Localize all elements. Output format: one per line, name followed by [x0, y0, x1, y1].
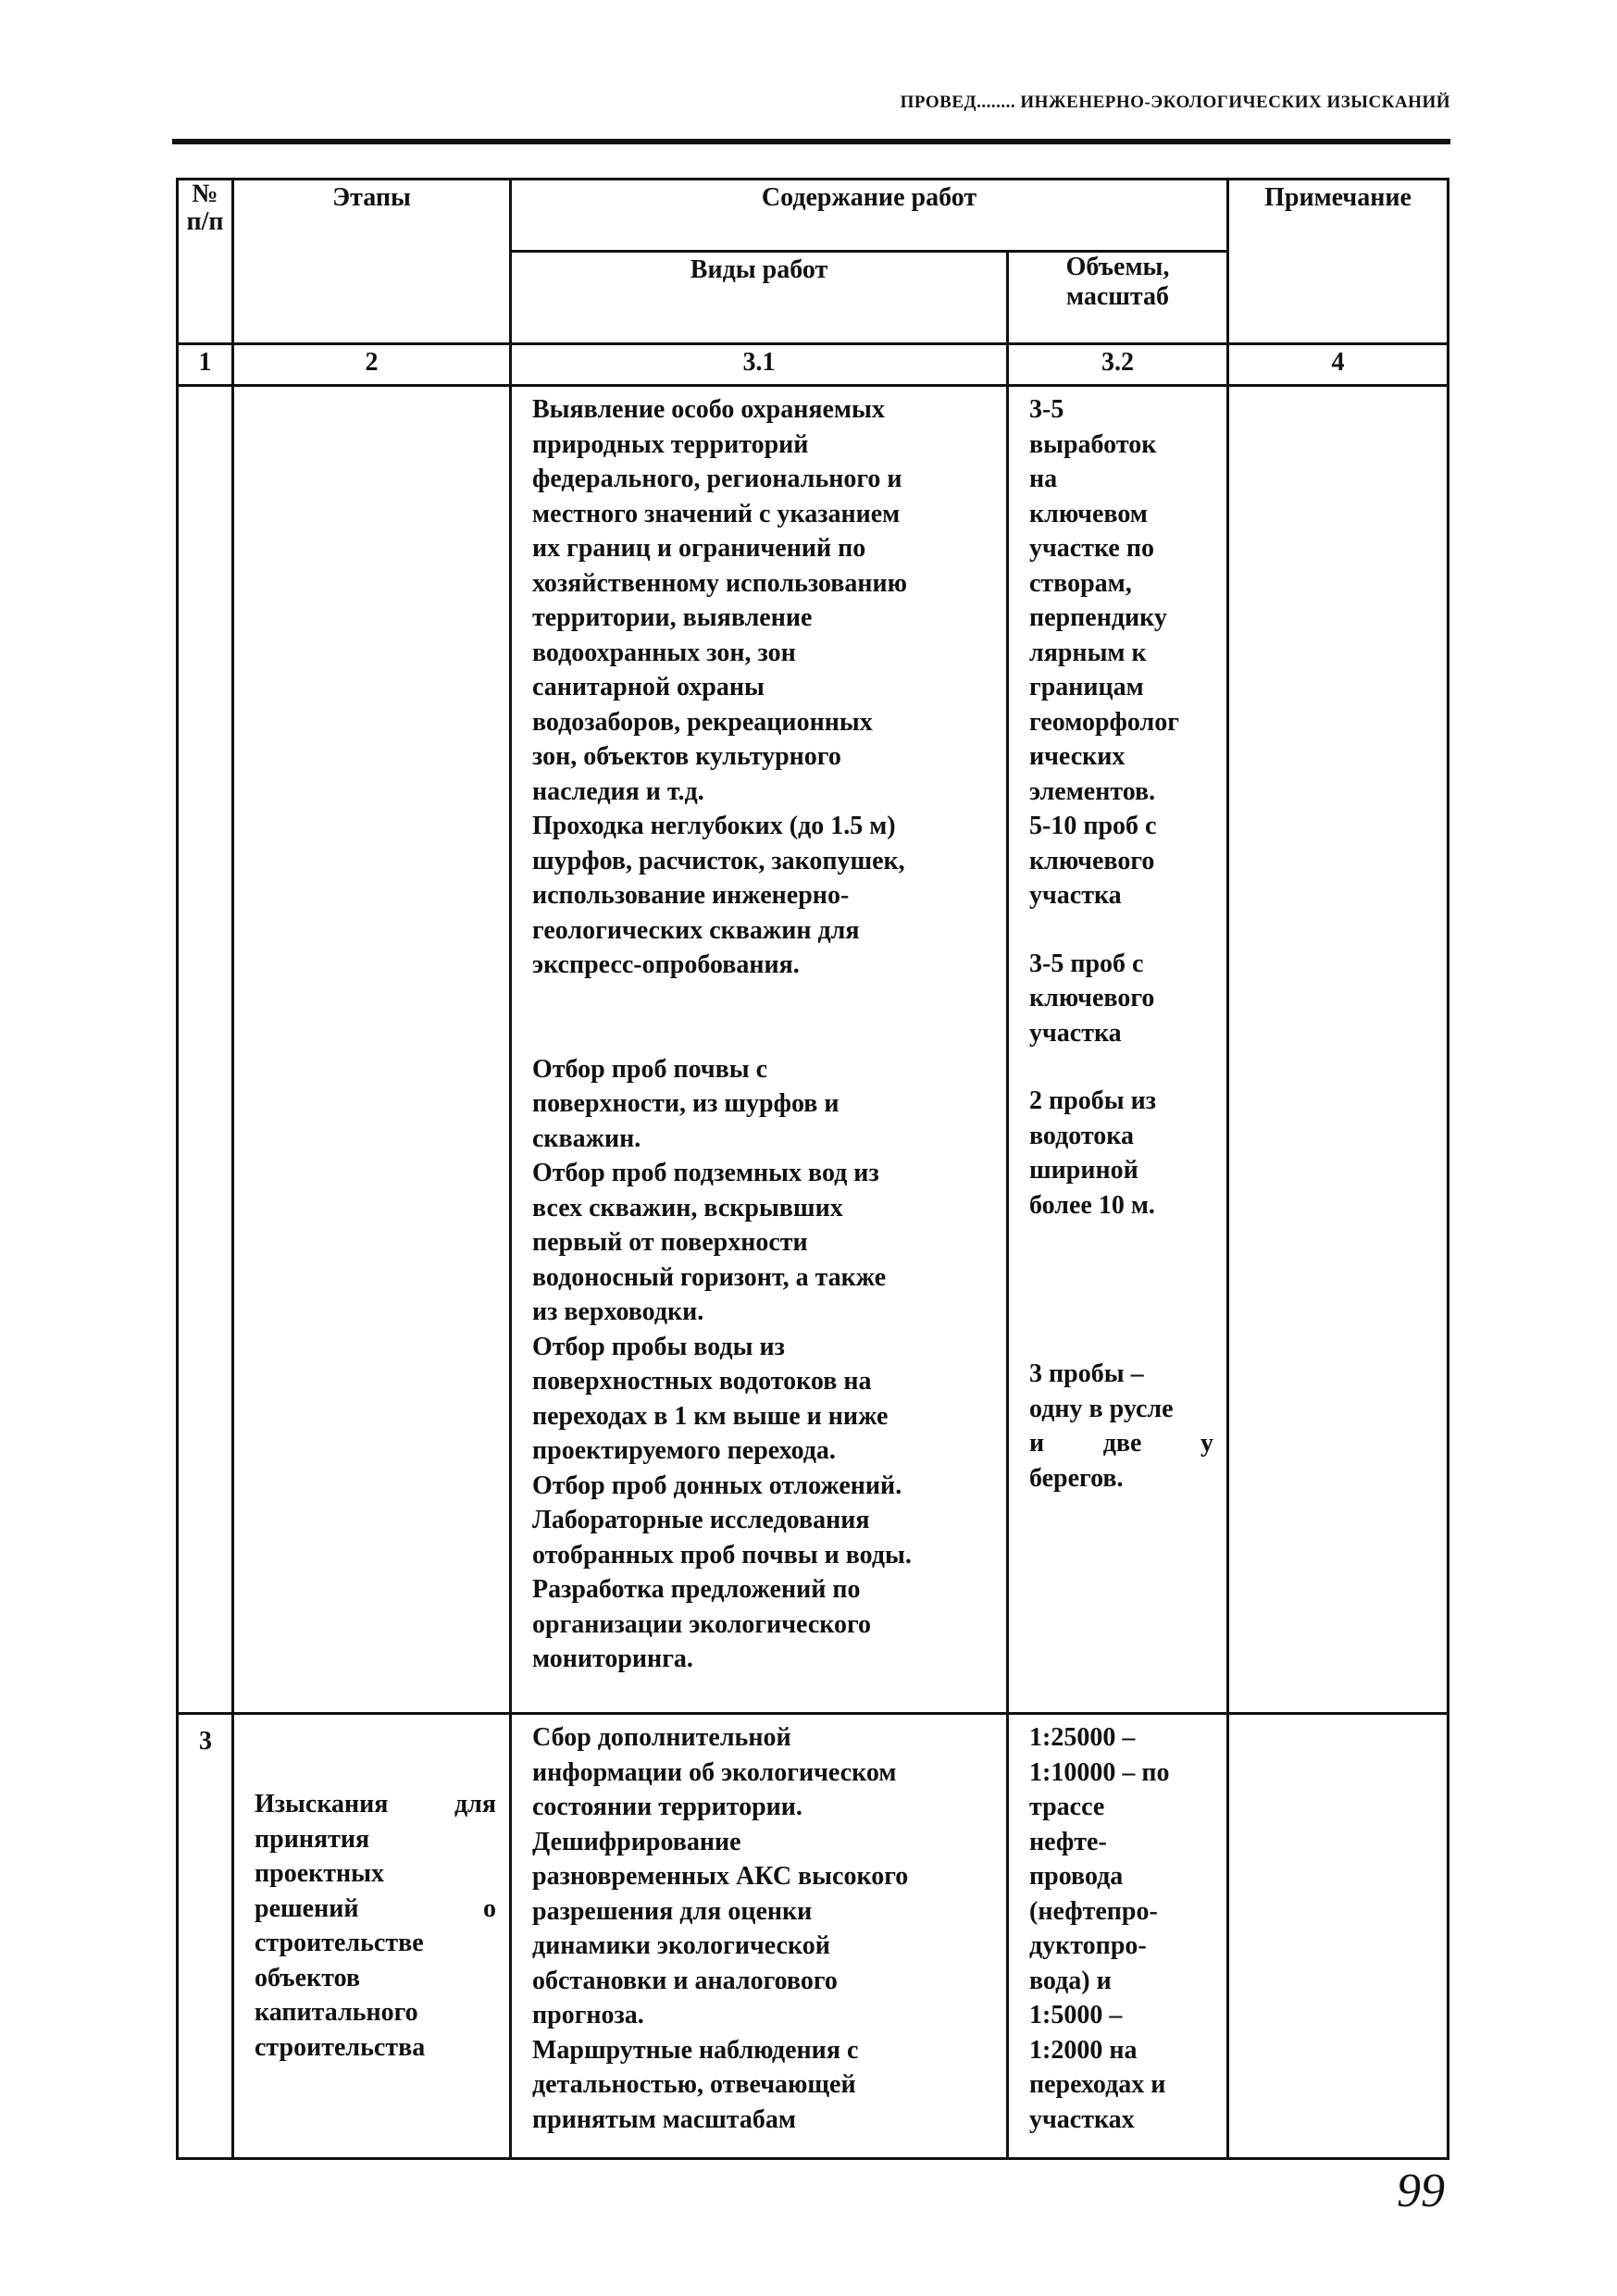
header-content — [511, 180, 1228, 252]
page-number: 99 — [1397, 2165, 1445, 2217]
header-row-1 — [178, 180, 1449, 252]
colnum-3-1: 3.1 — [511, 344, 1008, 386]
works-table — [176, 178, 1449, 2160]
volume-block-4 — [1029, 1357, 1213, 1496]
volume-block-1: 3-5 выработок на ключевом участке по створам, перпендику лярным к границам геоморфолог ических элементов. 5-10 проб с ключевого участка — [1029, 395, 1179, 910]
volume-4-line-a: 3 пробы – — [1029, 1359, 1144, 1388]
volume-4-line-c — [1029, 1426, 1213, 1461]
cont-volumes-cell — [1008, 386, 1228, 1714]
works-block-1: Выявление особо охраняемых природных территорий федерального, регионального и местного значений с указанием их границ и ограничений по хозяйственному использованию территории, выявление водоохранных зон, зон санитарной охраны водозаборов, рекреационных зон, объектов культурного наследия и т.д. Проходка неглубоких (до 1.5 м) шурфов, расчисток, закопушек, использование инженерно- геологических скважин для экспресс-опробования. — [532, 395, 908, 979]
column-numbers-row — [178, 344, 1449, 386]
stage-line-4 — [255, 1892, 496, 1927]
works-block-2: Отбор проб почвы с поверхности, из шурфов и скважин. Отбор проб подземных вод из всех скважин, вскрывших первый от поверхности водоносный горизонт, а также из верховодки. Отбор пробы воды из поверхностных водотоков на переходах в 1 км выше и ниже проектируемого перехода. Отбор проб донных отложений. Лабораторные исследования отобранных проб почвы и воды. Разработка предложений по организации экологического мониторинга. — [532, 1054, 912, 1673]
header-no — [178, 180, 233, 344]
volume-4-word-3: у — [1200, 1429, 1214, 1458]
stage-line-2: принятия — [255, 1824, 370, 1854]
stage-word-1: Изыскания — [255, 1790, 389, 1818]
colnum-2: 2 — [233, 344, 511, 386]
volume-4-line-d: берегов. — [1029, 1463, 1124, 1493]
header-volumes-label: Объемы, масштаб — [1065, 253, 1170, 311]
row3-number: 3 — [199, 1727, 212, 1756]
stage-word-4: о — [483, 1893, 496, 1923]
stage-word-2: для — [454, 1790, 496, 1818]
header-volumes — [1008, 252, 1228, 344]
stage-word-3: решений — [255, 1893, 359, 1923]
table-row-continued — [178, 386, 1449, 1714]
row3-volumes-text: 1:25000 – 1:10000 – по трассе нефте- провода (нефтепро- дуктопро- вода) и 1:5000 – 1:2000 на переходах и участках — [1029, 1723, 1170, 2134]
row3-volumes-cell — [1008, 1714, 1228, 2159]
volume-4-word-1: и — [1029, 1429, 1045, 1458]
row3-stage-cell — [233, 1714, 511, 2159]
header-types — [511, 252, 1008, 344]
header-no-label: № п/п — [186, 180, 224, 236]
row3-note-cell — [1228, 1714, 1449, 2159]
cont-no-cell — [178, 386, 233, 1714]
volume-4-line-b: одну в русле — [1029, 1394, 1174, 1423]
cont-works-cell — [511, 386, 1008, 1714]
stage-lines-rest: строительстве объектов капитального строительства — [255, 1929, 426, 2062]
colnum-3-2: 3.2 — [1008, 344, 1228, 386]
colnum-4: 4 — [1228, 344, 1449, 386]
stage-line-3: проектных — [255, 1859, 385, 1888]
header-stages — [233, 180, 511, 344]
stage-line-1 — [255, 1787, 496, 1822]
row3-no-cell — [178, 1714, 233, 2159]
colnum-1: 1 — [178, 344, 233, 386]
header-types-label: Виды работ — [690, 255, 828, 284]
header-rule — [172, 139, 1450, 144]
volume-4-word-2: две — [1102, 1429, 1142, 1458]
table-row-3 — [178, 1714, 1449, 2159]
cont-note-cell — [1228, 386, 1449, 1714]
header-content-label: Содержание работ — [761, 183, 977, 212]
header-note-label: Примечание — [1264, 183, 1412, 212]
volume-block-3: 2 пробы из водотока шириной более 10 м. — [1029, 1086, 1156, 1220]
volume-block-2: 3-5 проб с ключевого участка — [1029, 949, 1155, 1048]
header-note — [1228, 180, 1449, 344]
row3-works-text: Сбор дополнительной информации об экологическом состоянии территории. Дешифрирование разновременных АКС высокого разрешения для оценки динамики экологической обстановки и аналогового прогноза. Маршрутные наблюдения с детальностью, отвечающей принятым масштабам — [532, 1723, 909, 2134]
cont-stage-cell — [233, 386, 511, 1714]
running-head: ПРОВЕД........ ИНЖЕНЕРНО-ЭКОЛОГИЧЕСКИХ ИЗЫСКАНИЙ — [900, 93, 1450, 112]
row3-works-cell — [511, 1714, 1008, 2159]
header-stages-label: Этапы — [332, 183, 411, 212]
